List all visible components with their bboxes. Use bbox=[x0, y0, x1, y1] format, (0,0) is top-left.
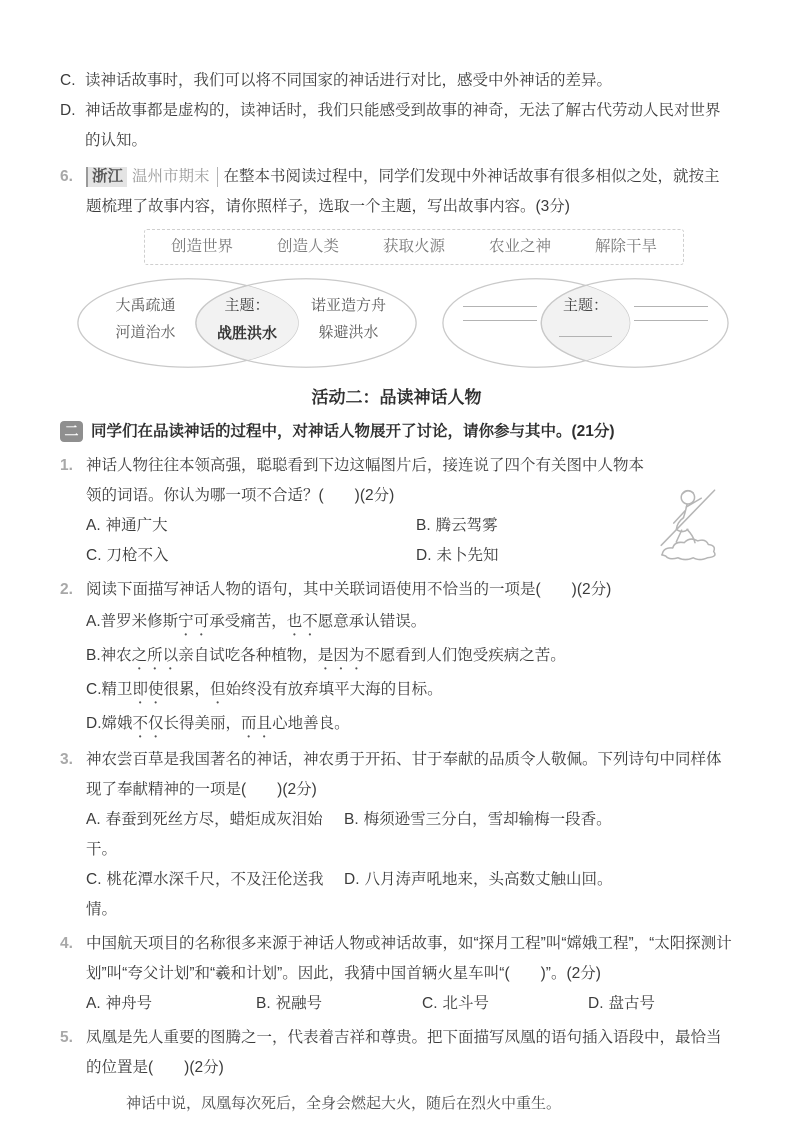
exam-name: 温州市期末 bbox=[132, 168, 210, 185]
venn-left-story: 大禹疏通 河道治水 bbox=[115, 298, 176, 341]
prev-option-c bbox=[60, 66, 733, 96]
theme-item: 农业之神 bbox=[488, 238, 551, 255]
question-text: 神话人物往往本领高强，聪聪看到下边这幅图片后，接连说了四个有关图中人物本领的词语。你认为哪一项不合适？( )(2分) bbox=[86, 457, 645, 504]
option-c: C. 刀枪不入 bbox=[86, 547, 169, 564]
answer-blank bbox=[559, 336, 612, 337]
option-row bbox=[86, 511, 733, 541]
question-number: 5. bbox=[60, 1029, 73, 1046]
question-text: 中国航天项目的名称很多来源于神话人物或神话故事，如“探月工程”叫“嫦娥工程”，“太阳探测计划”叫“夸父计划”和“羲和计划”。因此，我猜中国首辆火星车叫“( )”。(2分) bbox=[86, 935, 732, 982]
option-text: 神话故事都是虚构的，读神话时，我们只能感受到故事的神奇，无法了解古代劳动人民对世界的认知。 bbox=[85, 102, 721, 149]
theme-item: 获取火源 bbox=[382, 238, 445, 255]
venn-blank bbox=[438, 275, 733, 371]
question-number: 1. bbox=[60, 457, 73, 474]
exam-source-tag bbox=[86, 167, 218, 187]
venn-diagrams bbox=[72, 275, 733, 371]
option-d: D. 未卜先知 bbox=[416, 547, 499, 564]
option-d: D. 八月涛声吼地来，头高数丈触山回。 bbox=[344, 871, 613, 888]
option-b: B.神农之所以亲自试吃各种植物，是因为不愿看到人们饱受疾病之苦。 bbox=[86, 647, 566, 664]
venn-example bbox=[72, 275, 422, 371]
option-b: B. 梅须逊雪三分白，雪却输梅一段香。 bbox=[344, 811, 612, 828]
theme-item: 创造人类 bbox=[276, 238, 339, 255]
venn-theme-blank: 主题： bbox=[544, 293, 627, 350]
option-c: C. 北斗号 bbox=[422, 995, 490, 1012]
option-text: 嫦娥不仅长得美丽，而且心地善良。 bbox=[101, 715, 350, 732]
question-2 bbox=[60, 575, 733, 741]
question-number: 6. bbox=[60, 168, 73, 185]
option-text: 普罗米修斯宁可承受痛苦，也不愿意承认错误。 bbox=[100, 613, 427, 630]
option-label: C. bbox=[60, 72, 76, 89]
answer-blank bbox=[463, 320, 537, 321]
option-label: D. bbox=[60, 102, 76, 119]
question-text: 阅读下面描写神话人物的语句，其中关联词语使用不恰当的一项是( )(2分) bbox=[86, 581, 612, 598]
section-intro bbox=[60, 417, 733, 447]
question-text: 神农尝百草是我国著名的神话，神农勇于开拓、甘于奉献的品质令人敬佩。下列诗句中同样体现了奉献精神的一项是( )(2分) bbox=[86, 751, 722, 798]
venn-theme: 主题： 战胜洪水 bbox=[216, 298, 277, 342]
answer-blank bbox=[463, 306, 537, 307]
option-row bbox=[86, 805, 733, 865]
theme-word-bank bbox=[144, 229, 684, 265]
insert-sentence: 神话中说，凤凰每次死后，全身会燃起大火，随后在烈火中重生。 bbox=[126, 1096, 562, 1112]
answer-blank bbox=[634, 306, 708, 307]
option-text: 神农之所以亲自试吃各种植物，是因为不愿看到人们饱受疾病之苦。 bbox=[100, 647, 566, 664]
theme-item: 解除干旱 bbox=[594, 238, 657, 255]
venn-left-answer-blanks bbox=[450, 293, 550, 334]
question-6 bbox=[60, 162, 733, 371]
option-row bbox=[86, 865, 733, 925]
question-text: 凤凰是先人重要的图腾之一，代表着吉祥和尊贵。把下面描写凤凰的语句插入语段中，最恰当的位置是( )(2分) bbox=[86, 1029, 722, 1076]
section-number-badge: 二 bbox=[60, 421, 83, 442]
option-b: B. 腾云驾雾 bbox=[416, 517, 498, 534]
question-stem: 在整本书阅读过程中，同学们发现中外神话故事有很多相似之处，就按主题梳理了故事内容，请你照样子，选取一个主题，写出故事内容。(3分) bbox=[86, 168, 720, 215]
option-a: A. 春蚕到死丝方尽，蜡炬成灰泪始干。 bbox=[86, 811, 323, 858]
answer-blank bbox=[634, 320, 708, 321]
option-a: A.普罗米修斯宁可承受痛苦，也不愿意承认错误。 bbox=[86, 613, 427, 630]
question-number: 4. bbox=[60, 935, 73, 952]
option-b: B. 祝融号 bbox=[256, 995, 323, 1012]
option-c: C. 桃花潭水深千尺，不及汪伦送我情。 bbox=[86, 871, 324, 918]
question-3 bbox=[60, 745, 733, 925]
question-number: 3. bbox=[60, 751, 73, 768]
section-intro-text: 同学们在品读神话的过程中，对神话人物展开了讨论，请你参与其中。(21分) bbox=[91, 423, 615, 440]
question-5 bbox=[60, 1023, 733, 1119]
prev-option-d bbox=[60, 96, 733, 156]
option-c: C.精卫即使很累，但始终没有放弃填平大海的目标。 bbox=[86, 681, 443, 698]
option-text: 读神话故事时，我们可以将不同国家的神话进行对比，感受中外神话的差异。 bbox=[85, 72, 613, 89]
option-row bbox=[86, 989, 733, 1019]
venn-right-answer-blanks bbox=[621, 293, 721, 334]
option-d: D.嫦娥不仅长得美丽，而且心地善良。 bbox=[86, 715, 350, 732]
venn-right-story: 诺亚造方舟 躲避洪水 bbox=[311, 298, 387, 341]
option-a: A. 神舟号 bbox=[86, 995, 153, 1012]
option-a: A. 神通广大 bbox=[86, 517, 168, 534]
sun-wukong-illustration bbox=[647, 477, 727, 571]
theme-item: 创造世界 bbox=[171, 238, 234, 255]
question-1 bbox=[60, 451, 733, 571]
option-text: 精卫即使很累，但始终没有放弃填平大海的目标。 bbox=[101, 681, 443, 698]
section-heading: 活动二：品读神话人物 bbox=[311, 388, 482, 407]
option-row bbox=[86, 541, 733, 571]
question-number: 2. bbox=[60, 581, 73, 598]
option-d: D. 盘古号 bbox=[588, 995, 656, 1012]
region-badge: 浙江 bbox=[86, 167, 127, 187]
question-4 bbox=[60, 929, 733, 1019]
question-text bbox=[86, 162, 733, 222]
